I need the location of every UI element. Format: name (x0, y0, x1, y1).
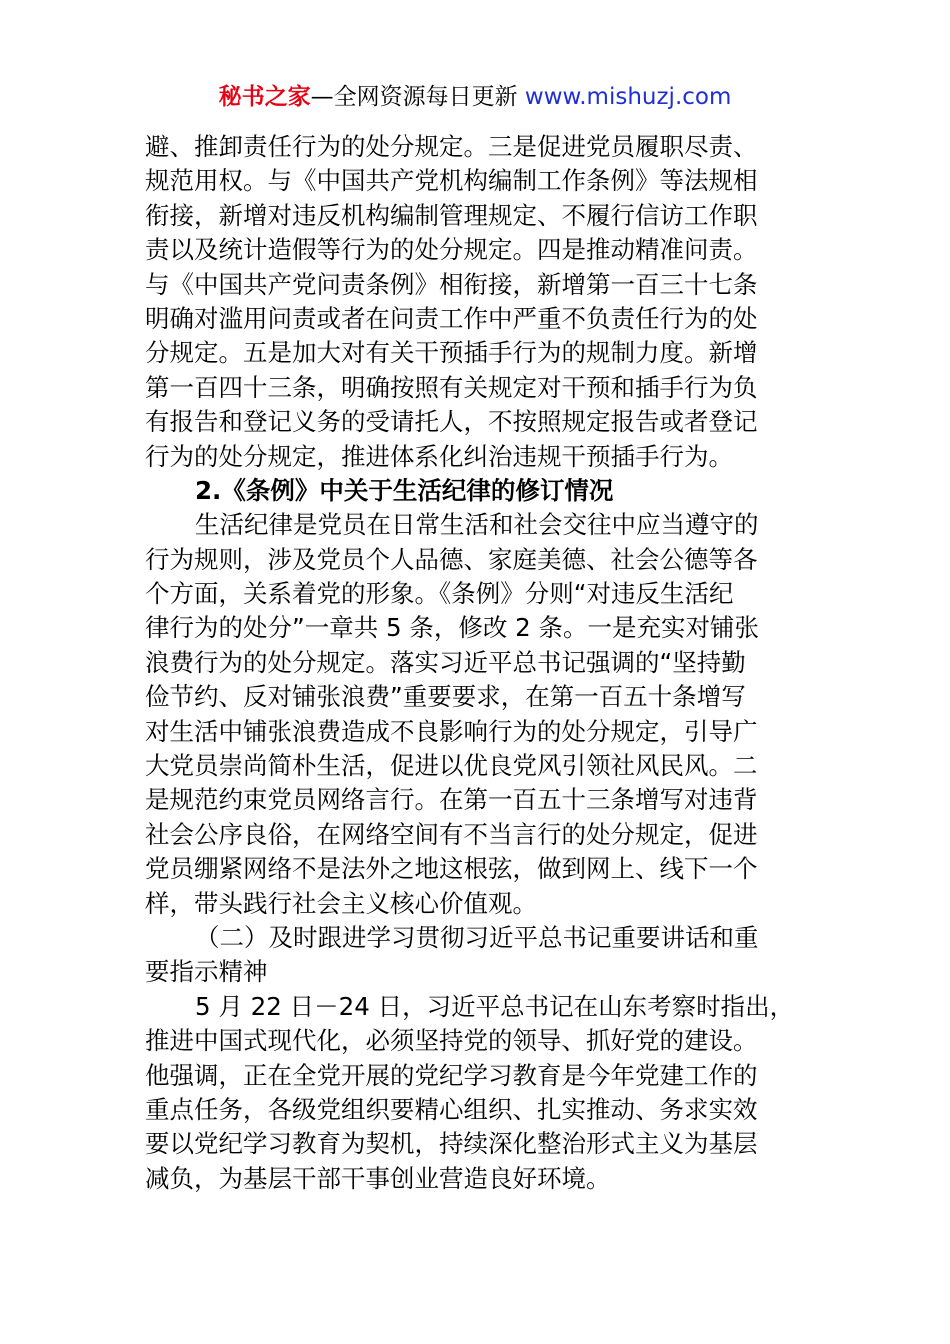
text-line: 样，带头践行社会主义核心价值观。 (145, 888, 537, 918)
text-line: 个方面，关系着党的形象。《条例》分则“对违反生活纪 (145, 579, 734, 609)
text-line: 党员绷紧网络不是法外之地这根弦，做到网上、线下一个 (145, 854, 758, 884)
text-line: 明确对滥用问责或者在问责工作中严重不负责任行为的处 (145, 303, 758, 333)
text-line: 是规范约束党员网络言行。在第一百五十三条增写对违背 (145, 785, 758, 815)
text-line: 要以党纪学习教育为契机，持续深化整治形式主义为基层 (145, 1129, 758, 1159)
text-line: 大党员崇尚简朴生活，促进以优良党风引领社风民风。二 (145, 751, 758, 781)
text-line: 俭节约、反对铺张浪费”重要要求，在第一百五十条增写 (145, 682, 746, 712)
text-line: 有报告和登记义务的受请托人，不按照规定报告或者登记 (145, 407, 758, 437)
text-line: 浪费行为的处分规定。落实习近平总书记强调的“坚持勤 (145, 647, 746, 677)
text-line: 与《中国共产党问责条例》相衔接，新增第一百三十七条 (145, 269, 758, 299)
text-line: 律行为的处分”一章共 5 条，修改 2 条。一是充实对铺张 (145, 613, 760, 643)
text-line: 第一百四十三条，明确按照有关规定对干预和插手行为负 (145, 372, 758, 402)
text-line: 对生活中铺张浪费造成不良影响行为的处分规定，引导广 (145, 716, 758, 746)
text-line: 行为规则，涉及党员个人品德、家庭美德、社会公德等各 (145, 544, 758, 574)
section-heading: 2.《条例》中关于生活纪律的修订情况 (195, 475, 614, 505)
text-line: 行为的处分规定，推进体系化纠治违规干预插手行为。 (145, 441, 733, 471)
site-header (0, 80, 950, 114)
text-line: 衔接，新增对违反机构编制管理规定、不履行信访工作职 (145, 200, 758, 230)
header-tagline: —全网资源每日更新 (310, 84, 525, 110)
text-line: 社会公序良俗，在网络空间有不当言行的处分规定，促进 (145, 819, 758, 849)
section-heading: （二）及时跟进学习贯彻习近平总书记重要讲话和重 (195, 922, 759, 952)
text-line: 他强调，正在全党开展的党纪学习教育是今年党建工作的 (145, 1060, 758, 1090)
text-line: 要指示精神 (145, 957, 268, 987)
text-line: 责以及统计造假等行为的处分规定。四是推动精准问责。 (145, 235, 758, 265)
text-line: 避、推卸责任行为的处分规定。三是促进党员履职尽责、 (145, 132, 758, 161)
text-line: 生活纪律是党员在日常生活和社会交往中应当遵守的 (195, 510, 759, 540)
text-line: 分规定。五是加大对有关干预插手行为的规制力度。新增 (145, 338, 758, 368)
document-body (145, 130, 825, 1196)
text-line: 规范用权。与《中国共产党机构编制工作条例》等法规相 (145, 166, 758, 196)
text-line: 5 月 22 日－24 日，习近平总书记在山东考察时指出， (195, 991, 795, 1021)
site-url[interactable]: www.mishuzj.com (524, 84, 732, 110)
brand-name: 秘书之家 (218, 84, 311, 110)
text-line: 减负，为基层干部干事创业营造良好环境。 (145, 1163, 611, 1193)
text-line: 重点任务，各级党组织要精心组织、扎实推动、务求实效 (145, 1094, 758, 1124)
text-line: 推进中国式现代化，必须坚持党的领导、抓好党的建设。 (145, 1026, 758, 1056)
